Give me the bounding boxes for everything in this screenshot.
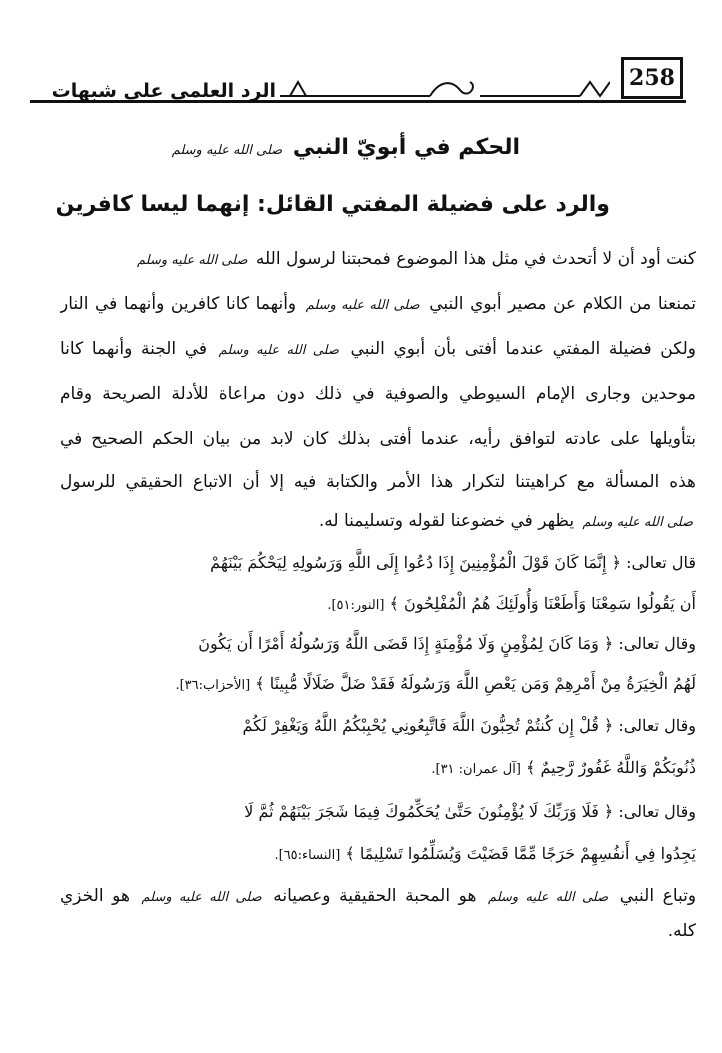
text-segment: ولكن فضيلة المفتي عندما أفتى بأن أبوي النبي: [350, 339, 696, 359]
text-line-3: [60, 333, 696, 365]
verse-3-line-1: [60, 710, 696, 742]
text-line-2: [60, 288, 696, 320]
chapter-heading: [171, 135, 520, 175]
honorific-glyph: صلى الله عليه وسلم: [218, 343, 339, 358]
chapter-heading-text: الحكم في أبويّ النبي: [292, 135, 520, 160]
honorific-glyph: صلى الله عليه وسلم: [488, 890, 609, 905]
honorific-glyph: صلى الله عليه وسلم: [141, 890, 262, 905]
verse-4-line-2: [60, 838, 696, 870]
verse-intro: وقال تعالى:: [618, 634, 696, 653]
chapter-subheading: والرد على فضيلة المفتي القائل: إنهما ليسا كافرين: [55, 192, 610, 217]
verse-reference: [آل عمران: ٣١].: [431, 762, 521, 777]
text-line-8: [60, 880, 696, 912]
verse-4-line-1: [60, 796, 696, 828]
honorific-glyph: صلى الله عليه وسلم: [137, 253, 248, 268]
verse-text: أَن يَقُولُوا سَمِعْنَا وَأَطَعْنَا وَأُولَئِكَ هُمُ الْمُفْلِحُونَ ﴾: [389, 594, 696, 613]
text-segment: وأنهما كانا كافرين وأنهما في النار: [60, 294, 297, 314]
verse-3-line-2: [60, 752, 696, 784]
page-number: [621, 57, 683, 99]
text-line-5: بتأويلها على عادته لتوافق رأيه، عندما أفتى بذلك كان لابد من بيان الحكم الصحيح في: [60, 429, 696, 449]
verse-1-line-1: [60, 547, 696, 579]
text-segment: تمنعنا من الكلام عن مصير أبوي النبي: [429, 294, 696, 314]
verse-text: ﴿ فَلَا وَرَبِّكَ لَا يُؤْمِنُونَ حَتَّىٰ يُحَكِّمُوكَ فِيمَا شَجَرَ بَيْنَهُمْ ثُمَّ لَا: [244, 802, 614, 821]
verse-text: لَهُمُ الْخِيَرَةُ مِنْ أَمْرِهِمْ وَمَن يَعْصِ اللَّهَ وَرَسُولَهُ فَقَدْ ضَلَّ ضَلَالًا مُّبِينًا ﴾: [255, 674, 696, 693]
verse-intro: وقال تعالى:: [618, 802, 696, 821]
text-line-1: [60, 243, 696, 275]
verse-text: ﴿ قُلْ إِن كُنتُمْ تُحِبُّونَ اللَّهَ فَاتَّبِعُونِي يُحْبِبْكُمُ اللَّهُ وَيَغْفِرْ لَكُمْ: [242, 716, 614, 735]
verse-2-line-2: [60, 668, 696, 700]
verse-1-line-2: [60, 588, 696, 620]
text-segment: كنت أود أن لا أتحدث في مثل هذا الموضوع فمحبتنا لرسول الله: [255, 249, 696, 269]
text-line-9: كله.: [667, 921, 696, 941]
text-line-6: هذه المسألة مع كراهيتنا لتكرار هذا الأمر والكتابة فيه إلا أن الاتباع الحقيقي للرسول: [60, 472, 696, 492]
text-segment: وتباع النبي: [619, 886, 696, 906]
text-segment: في الجنة وأنهما كانا: [60, 339, 208, 359]
text-segment: يظهر في خضوعنا لقوله وتسليمنا له.: [318, 511, 575, 531]
verse-text: ﴿ وَمَا كَانَ لِمُؤْمِنٍ وَلَا مُؤْمِنَةٍ إِذَا قَضَى اللَّهُ وَرَسُولُهُ أَمْرًا أَن يَكُونَ: [198, 634, 614, 653]
verse-text: ذُنُوبَكُمْ وَاللَّهُ غَفُورٌ رَّحِيمٌ ﴾: [526, 758, 696, 777]
honorific-glyph: صلى الله عليه وسلم: [171, 143, 283, 158]
honorific-glyph: صلى الله عليه وسلم: [582, 515, 693, 530]
running-header-title: الرد العلمي على شبهات: [51, 80, 276, 102]
verse-text: ﴿ إِنَّمَا كَانَ قَوْلَ الْمُؤْمِنِينَ إِذَا دُعُوا إِلَى اللَّهِ وَرَسُولِهِ لِيَحْكُمَ بَيْنَهُمْ: [210, 553, 622, 572]
verse-reference: [الأحزاب:٣٦].: [175, 678, 251, 693]
text-segment: هو الخزي: [60, 886, 130, 906]
honorific-glyph: صلى الله عليه وسلم: [305, 298, 420, 313]
text-line-4: موحدين وجارى الإمام السيوطي والصوفية في ذلك دون مراعاة للأدلة الصريحة وقام: [60, 384, 696, 404]
verse-intro: وقال تعالى:: [618, 716, 696, 735]
text-line-7: [60, 505, 696, 537]
verse-2-line-1: [60, 628, 696, 660]
header-ornament: [280, 76, 610, 100]
verse-intro: قال تعالى:: [626, 553, 696, 572]
page-number-text: 258: [629, 65, 675, 91]
text-segment: هو المحبة الحقيقية وعصيانه: [273, 886, 477, 906]
verse-reference: [النور:٥١].: [327, 598, 385, 613]
verse-reference: [النساء:٦٥].: [274, 848, 341, 863]
verse-text: يَجِدُوا فِي أَنفُسِهِمْ حَرَجًا مِّمَّا قَضَيْتَ وَيُسَلِّمُوا تَسْلِيمًا ﴾: [345, 844, 696, 863]
